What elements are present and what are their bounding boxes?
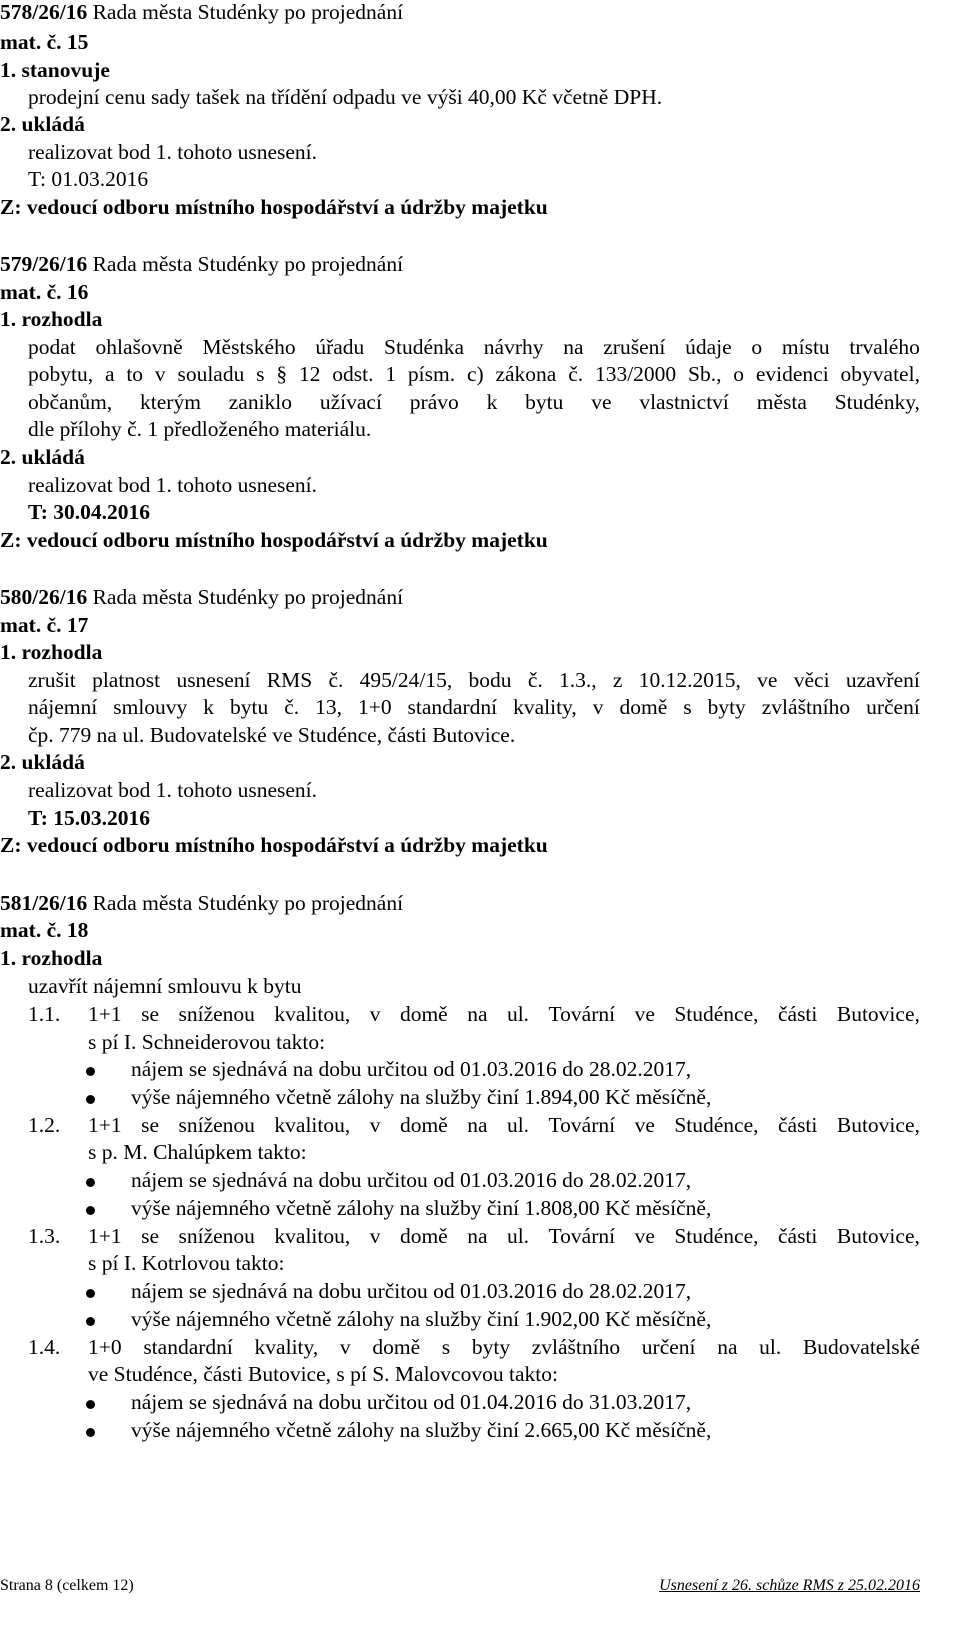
item-number: 1.1. [28, 1002, 61, 1026]
word: 133/2000 [594, 362, 677, 386]
word: nájemní [28, 695, 98, 719]
responsible-person: Z: vedoucí odboru místního hospodářství a údržby majetku [0, 528, 548, 552]
word: sníženou [178, 1002, 255, 1026]
point-heading: 2. ukládá [0, 445, 85, 469]
word: standardní [407, 695, 498, 719]
bullet-icon [86, 1400, 95, 1409]
word: části [777, 1224, 818, 1248]
word: Butovice, [836, 1113, 920, 1137]
word: ve [757, 668, 778, 692]
word: kvality, [513, 695, 577, 719]
word: ul. [506, 1113, 530, 1137]
word: 1+1 [88, 1002, 122, 1026]
word: usnesení [176, 668, 251, 692]
word: zaniklo [228, 390, 293, 414]
word: v [369, 1113, 381, 1137]
word: k [486, 390, 498, 414]
bullet-icon [86, 1289, 95, 1298]
word: domě [619, 695, 668, 719]
word: bytu [230, 695, 269, 719]
word: na [467, 1002, 488, 1026]
word: RMS [266, 668, 313, 692]
word: kvalitou, [274, 1224, 351, 1248]
point-text: uzavřít nájemní smlouvu k bytu [28, 974, 302, 998]
bullet-icon [86, 1095, 95, 1104]
bullet-icon [86, 1428, 95, 1437]
item-text-line: s pí I. Kotrlovou takto: [88, 1251, 285, 1275]
word: na [467, 1224, 488, 1248]
point-heading: 2. ukládá [0, 750, 85, 774]
item-text-line [88, 1337, 920, 1359]
word: ul. [759, 1335, 782, 1359]
item-text-line: s pí I. Schneiderovou takto: [88, 1030, 326, 1054]
word: ve [634, 1002, 655, 1026]
word: z [612, 668, 623, 692]
bullet-text: výše nájemného včetně zálohy na služby činí 1.902,00 Kč měsíčně, [131, 1307, 712, 1331]
item-text-line [88, 1004, 920, 1026]
material-number: mat. č. 16 [0, 280, 89, 304]
word: ve [634, 1224, 655, 1248]
word: Studénka [384, 335, 465, 359]
resolution-579-heading [0, 254, 403, 276]
word: úřadu [315, 335, 365, 359]
point-text-line [28, 392, 920, 414]
bullet-icon [86, 1178, 95, 1187]
word: č. [284, 695, 300, 719]
word: místu [781, 335, 830, 359]
point-heading: 1. stanovuje [0, 58, 110, 82]
word: sníženou [178, 1113, 255, 1137]
word: domě [399, 1113, 448, 1137]
word: Tovární [548, 1224, 616, 1248]
word: domě [399, 1224, 448, 1248]
word: určení [866, 695, 920, 719]
word: v [339, 1335, 351, 1359]
word: bodu [468, 668, 512, 692]
word: kterým [140, 390, 201, 414]
item-number: 1.4. [28, 1335, 61, 1359]
item-text-line [88, 1226, 920, 1248]
word: v [369, 1224, 381, 1248]
item-number: 1.2. [28, 1113, 61, 1137]
word: zákona [495, 362, 557, 386]
word: č. [328, 668, 344, 692]
word: Studénce, [674, 1113, 759, 1137]
point-text-line [28, 364, 920, 386]
bullet-text: výše nájemného včetně zálohy na služby činí 2.665,00 Kč měsíčně, [131, 1418, 712, 1442]
point-text-line [28, 670, 920, 692]
word: podat [28, 335, 76, 359]
word: 1+1 [88, 1113, 122, 1137]
word: části [777, 1002, 818, 1026]
point-heading: 1. rozhodla [0, 640, 103, 664]
point-text-line: dle přílohy č. 1 předloženého materiálu. [28, 417, 372, 441]
word: 495/24/15, [359, 668, 453, 692]
word: na [563, 335, 584, 359]
word: uzavření [845, 668, 920, 692]
word: Tovární [548, 1002, 616, 1026]
word: zrušit [28, 668, 76, 692]
word: zvláštního [531, 1335, 621, 1359]
bullet-text: nájem se sjednává na dobu určitou od 01.04.2016 do 31.03.2017, [131, 1390, 692, 1414]
word: standardní [143, 1335, 233, 1359]
resolution-intro: Rada města Studénky po projednání [92, 585, 404, 609]
word: § [276, 362, 288, 386]
word: užívací [319, 390, 382, 414]
word: 13, [315, 695, 342, 719]
word: s [441, 1335, 451, 1359]
word: o [751, 335, 763, 359]
item-text-line: s p. M. Chalúpkem takto: [88, 1140, 307, 1164]
word: to [126, 362, 144, 386]
word: Sb., [688, 362, 722, 386]
word: ul. [506, 1224, 530, 1248]
word: k [203, 695, 215, 719]
word: se [141, 1002, 160, 1026]
word: Studénce, [674, 1002, 759, 1026]
material-number: mat. č. 17 [0, 613, 89, 637]
resolution-581-heading [0, 893, 403, 915]
material-number: mat. č. 15 [0, 30, 89, 54]
material-number: mat. č. 18 [0, 918, 89, 942]
resolution-intro: Rada města Studénky po projednání [92, 252, 404, 276]
resolution-578-heading [0, 2, 403, 24]
word: se [141, 1224, 160, 1248]
word: 1 [385, 362, 397, 386]
word: města [756, 390, 807, 414]
footer-page-number: Strana 8 (celkem 12) [0, 1577, 134, 1594]
bullet-text: výše nájemného včetně zálohy na služby činí 1.894,00 Kč měsíčně, [131, 1085, 712, 1109]
point-text-line [28, 697, 920, 719]
word: se [141, 1113, 160, 1137]
point-text: realizovat bod 1. tohoto usnesení. [28, 473, 317, 497]
bullet-icon [86, 1206, 95, 1215]
bullet-text: výše nájemného včetně zálohy na služby činí 1.808,00 Kč měsíčně, [131, 1196, 712, 1220]
resolution-number: 581/26/16 [0, 891, 88, 915]
term-date: T: 15.03.2016 [28, 806, 151, 830]
word: 12 [298, 362, 321, 386]
point-text: realizovat bod 1. tohoto usnesení. [28, 778, 317, 802]
resolution-number: 580/26/16 [0, 585, 88, 609]
word: vlastnictví [639, 390, 729, 414]
point-heading: 1. rozhodla [0, 946, 103, 970]
resolution-intro: Rada města Studénky po projednání [92, 891, 404, 915]
word: č. [568, 362, 584, 386]
word: s [683, 695, 692, 719]
bullet-text: nájem se sjednává na dobu určitou od 01.03.2016 do 28.02.2017, [131, 1279, 692, 1303]
word: platnost [92, 668, 161, 692]
word: kvality, [254, 1335, 319, 1359]
word: obyvatel, [840, 362, 920, 386]
point-text: prodejní cenu sady tašek na třídění odpadu ve výši 40,00 Kč včetně DPH. [28, 85, 663, 109]
point-text: realizovat bod 1. tohoto usnesení. [28, 140, 317, 164]
point-heading: 1. rozhodla [0, 307, 103, 331]
word: ul. [506, 1002, 530, 1026]
word: evidenci [755, 362, 829, 386]
term-date: T: 30.04.2016 [28, 500, 151, 524]
word: písm. [407, 362, 456, 386]
item-text-line: ve Studénce, části Butovice, s pí S. Malovcovou takto: [88, 1362, 558, 1386]
word: Butovice, [836, 1002, 920, 1026]
word: domě [372, 1335, 421, 1359]
word: 1+0 [357, 695, 392, 719]
word: na [717, 1335, 738, 1359]
term-date: T: 01.03.2016 [28, 167, 149, 191]
word: souladu [177, 362, 245, 386]
word: domě [399, 1002, 448, 1026]
word: právo [409, 390, 459, 414]
word: byty [707, 695, 746, 719]
word: a [104, 362, 115, 386]
word: odst. [332, 362, 374, 386]
word: věci [793, 668, 830, 692]
word: zrušení [603, 335, 666, 359]
bullet-icon [86, 1067, 95, 1076]
word: 1+1 [88, 1224, 122, 1248]
word: kvalitou, [274, 1002, 351, 1026]
point-heading: 2. ukládá [0, 112, 85, 136]
word: kvalitou, [274, 1113, 351, 1137]
item-text-line [88, 1115, 920, 1137]
point-text-line [28, 337, 920, 359]
word: zvláštního [761, 695, 851, 719]
word: bytu [525, 390, 564, 414]
bullet-text: nájem se sjednává na dobu určitou od 01.03.2016 do 28.02.2017, [131, 1057, 692, 1081]
word: smlouvy [113, 695, 188, 719]
word: Studénce, [674, 1224, 759, 1248]
word: Budovatelské [802, 1335, 920, 1359]
word: 1+0 [88, 1335, 122, 1359]
word: určení [641, 1335, 696, 1359]
resolution-intro: Rada města Studénky po projednání [92, 0, 404, 24]
resolution-580-heading [0, 587, 403, 609]
word: 1.3., [559, 668, 597, 692]
word: byty [471, 1335, 511, 1359]
word: trvalého [849, 335, 920, 359]
word: na [467, 1113, 488, 1137]
bullet-icon [86, 1317, 95, 1326]
word: v [592, 695, 604, 719]
responsible-person: Z: vedoucí odboru místního hospodářství a údržby majetku [0, 195, 548, 219]
word: Městského [202, 335, 296, 359]
word: ohlašovně [95, 335, 183, 359]
point-text-line: čp. 779 na ul. Budovatelské ve Studénce, části Butovice. [28, 723, 516, 747]
word: c) [466, 362, 484, 386]
word: č. [527, 668, 543, 692]
word: o [733, 362, 745, 386]
word: části [777, 1113, 818, 1137]
word: Butovice, [836, 1224, 920, 1248]
footer-document-title: Usnesení z 26. schůze RMS z 25.02.2016 [659, 1577, 920, 1594]
word: Tovární [548, 1113, 616, 1137]
word: občanům, [28, 390, 113, 414]
resolution-number: 579/26/16 [0, 252, 88, 276]
word: údaje [685, 335, 732, 359]
word: ve [634, 1113, 655, 1137]
word: v [369, 1002, 381, 1026]
word: s [256, 362, 265, 386]
bullet-text: nájem se sjednává na dobu určitou od 01.03.2016 do 28.02.2017, [131, 1168, 692, 1192]
resolution-number: 578/26/16 [0, 0, 88, 24]
word: pobytu, [28, 362, 94, 386]
word: návrhy [483, 335, 544, 359]
word: ve [591, 390, 612, 414]
word: 10.12.2015, [638, 668, 741, 692]
item-number: 1.3. [28, 1224, 61, 1248]
word: Studénky, [834, 390, 920, 414]
word: sníženou [178, 1224, 255, 1248]
responsible-person: Z: vedoucí odboru místního hospodářství a údržby majetku [0, 833, 548, 857]
word: v [154, 362, 166, 386]
